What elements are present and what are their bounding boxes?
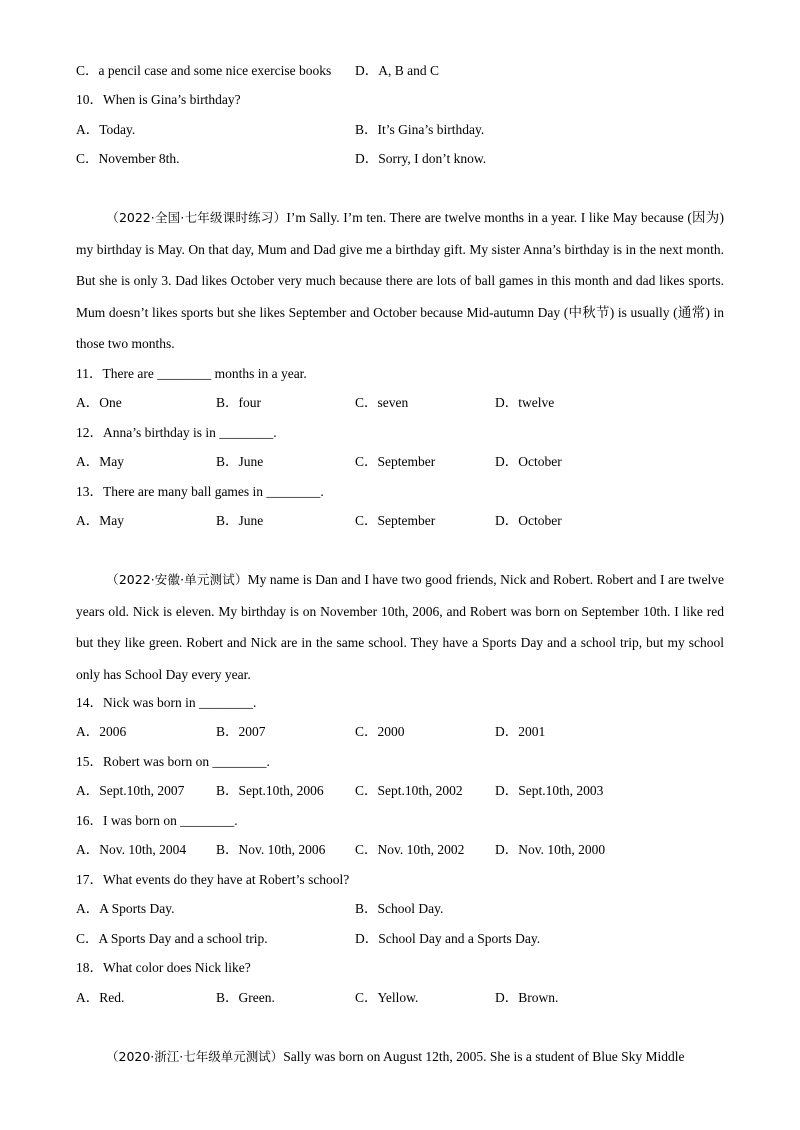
q11-option-b: B．four: [216, 395, 261, 410]
q16-option-a: A．Nov. 10th, 2004: [76, 842, 187, 857]
q10-option-d: D．Sorry, I don’t know.: [355, 151, 487, 166]
passage-2: [76, 564, 724, 690]
q15-stem: 15．Robert was born on ________.: [76, 754, 270, 769]
q15-option-b: B．Sept.10th, 2006: [216, 783, 324, 798]
q10-options-row-2: [76, 149, 726, 169]
q9-option-d: D．A, B and C: [355, 63, 439, 78]
q17-option-c: C．A Sports Day and a school trip.: [76, 931, 268, 946]
q11-option-c: C．seven: [355, 395, 409, 410]
q15-options-row: [76, 781, 726, 801]
q15-option-a: A．Sept.10th, 2007: [76, 783, 185, 798]
q17-options-row-2: [76, 929, 726, 949]
q13-option-a: A．May: [76, 513, 124, 528]
q16-option-c: C．Nov. 10th, 2002: [355, 842, 465, 857]
q11-option-d: D．twelve: [495, 395, 555, 410]
q18-stem: 18．What color does Nick like?: [76, 960, 251, 975]
q13-options-row: [76, 511, 726, 531]
q10-options-row-1: [76, 120, 726, 140]
q12-option-d: D．October: [495, 454, 562, 469]
passage-2-source: （2022·安徽·单元测试）: [106, 572, 248, 587]
q10-option-b: B．It’s Gina’s birthday.: [355, 122, 485, 137]
q14-options-row: [76, 722, 726, 742]
q15-option-d: D．Sept.10th, 2003: [495, 783, 604, 798]
q13-option-c: C．September: [355, 513, 436, 528]
q10-stem: 10．When is Gina’s birthday?: [76, 92, 241, 107]
passage-3-text: Sally was born on August 12th, 2005. She is a student of Blue Sky Middle: [283, 1049, 685, 1064]
q14-option-d: D．2001: [495, 724, 546, 739]
passage-1-text: I’m Sally. I’m ten. There are twelve months in a year. I like May because (因为) my birthday is May. On that day, Mum and Dad give me a birthday gift. My sister Anna’s birthday is in the next month. But she is only 3. Dad likes October very much because there are lots of ball games in this month and dad likes sports. Mum doesn’t likes sports but she likes September and October because Mid-autumn Day (中秋节) is usually (通常) in those two months.: [76, 210, 724, 351]
q18-option-d: D．Brown.: [495, 990, 559, 1005]
q17-option-d: D．School Day and a Sports Day.: [355, 931, 541, 946]
q11-option-a: A．One: [76, 395, 122, 410]
q17-stem: 17．What events do they have at Robert’s school?: [76, 872, 350, 887]
q11-options-row: [76, 393, 726, 413]
q9-options-row: [76, 61, 726, 81]
q12-stem: 12．Anna’s birthday is in ________.: [76, 425, 277, 440]
q17-options-row-1: [76, 899, 726, 919]
q12-option-c: C．September: [355, 454, 436, 469]
q13-option-d: D．October: [495, 513, 562, 528]
q16-option-b: B．Nov. 10th, 2006: [216, 842, 326, 857]
q12-options-row: [76, 452, 726, 472]
q15-option-c: C．Sept.10th, 2002: [355, 783, 463, 798]
q9-option-c: C．a pencil case and some nice exercise books: [76, 63, 332, 78]
q12-option-b: B．June: [216, 454, 264, 469]
q14-option-a: A．2006: [76, 724, 127, 739]
q18-options-row: [76, 988, 726, 1008]
q13-stem: 13．There are many ball games in ________.: [76, 484, 324, 499]
passage-1-source: （2022·全国·七年级课时练习）: [106, 210, 287, 225]
q18-option-a: A．Red.: [76, 990, 125, 1005]
q13-option-b: B．June: [216, 513, 264, 528]
passage-1: [76, 202, 724, 360]
q16-stem: 16．I was born on ________.: [76, 813, 238, 828]
q18-option-b: B．Green.: [216, 990, 275, 1005]
q10-option-a: A．Today.: [76, 122, 136, 137]
passage-2-text: My name is Dan and I have two good friends, Nick and Robert. Robert and I are twelve years old. Nick is eleven. My birthday is on November 10th, 2006, and Robert was born on September 10th. I like red but they like green. Robert and Nick are in the same school. They have a Sports Day and a school trip, but my school only has School Day every year.: [76, 572, 724, 682]
q14-option-b: B．2007: [216, 724, 266, 739]
q14-option-c: C．2000: [355, 724, 405, 739]
q17-option-b: B．School Day.: [355, 901, 444, 916]
q10-option-c: C．November 8th.: [76, 151, 180, 166]
passage-3-source: （2020·浙江·七年级单元测试）: [106, 1049, 284, 1064]
q11-stem: 11．There are ________ months in a year.: [76, 366, 307, 381]
q16-option-d: D．Nov. 10th, 2000: [495, 842, 606, 857]
q12-option-a: A．May: [76, 454, 124, 469]
q18-option-c: C．Yellow.: [355, 990, 419, 1005]
q14-stem: 14．Nick was born in ________.: [76, 695, 257, 710]
q16-options-row: [76, 840, 726, 860]
q17-option-a: A．A Sports Day.: [76, 901, 175, 916]
passage-3: [76, 1041, 724, 1073]
